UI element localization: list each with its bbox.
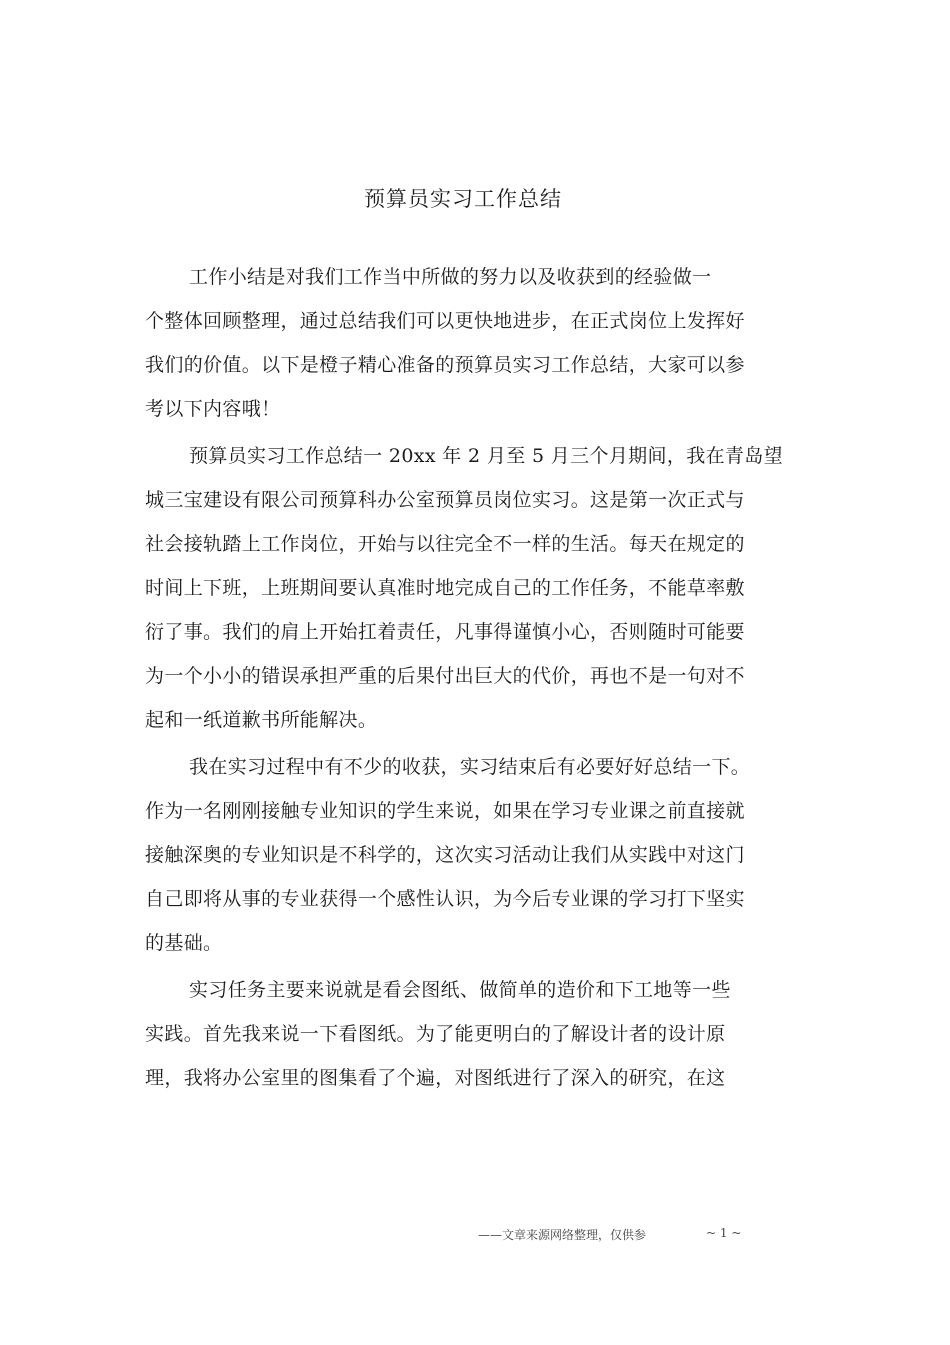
text-line: 作为一名刚刚接触专业知识的学生来说，如果在学习专业课之前直接就: [145, 800, 745, 822]
text-line: 我们的价值。以下是橙子精心准备的预算员实习工作总结，大家可以参: [145, 354, 745, 376]
text-line: 预算员实习工作总结一 20xx 年 2 月至 5 月三个月期间，我在青岛望: [189, 445, 783, 467]
text-line: 衍了事。我们的肩上开始扛着责任，凡事得谨慎小心，否则随时可能要: [145, 621, 745, 643]
text-line: 我在实习过程中有不少的收获，实习结束后有必要好好总结一下。: [189, 756, 751, 778]
text-line: 的基础。: [145, 932, 223, 954]
text-line: 个整体回顾整理，通过总结我们可以更快地进步，在正式岗位上发挥好: [145, 310, 745, 332]
page-number: ~ 1 ~: [706, 1226, 742, 1240]
text-line: 实习任务主要来说就是看会图纸、做简单的造价和下工地等一些: [189, 979, 731, 1001]
document-title: 预算员实习工作总结: [364, 187, 562, 211]
text-line: 工作小结是对我们工作当中所做的努力以及收获到的经验做一: [189, 266, 712, 288]
text-line: 考以下内容哦！: [145, 398, 281, 420]
text-line: 自己即将从事的专业获得一个感性认识，为今后专业课的学习打下坚实: [145, 888, 745, 910]
text-line: 城三宝建设有限公司预算科办公室预算员岗位实习。这是第一次正式与: [145, 489, 745, 511]
text-line: 实践。首先我来说一下看图纸。为了能更明白的了解设计者的设计原: [145, 1023, 726, 1045]
text-line: 社会接轨踏上工作岗位，开始与以往完全不一样的生活。每天在规定的: [145, 533, 745, 555]
text-line: 起和一纸道歉书所能解决。: [145, 709, 378, 731]
text-line: 为一个小小的错误承担严重的后果付出巨大的代价，再也不是一句对不: [145, 665, 745, 687]
text-line: 时间上下班，上班期间要认真准时地完成自己的工作任务，不能草率敷: [145, 577, 745, 599]
text-line: 理，我将办公室里的图集看了个遍，对图纸进行了深入的研究，在这: [145, 1067, 726, 1089]
footer-source-note: ——文章来源网络整理，仅供参: [478, 1228, 647, 1242]
text-line: 接触深奥的专业知识是不科学的，这次实习活动让我们从实践中对这门: [145, 844, 745, 866]
